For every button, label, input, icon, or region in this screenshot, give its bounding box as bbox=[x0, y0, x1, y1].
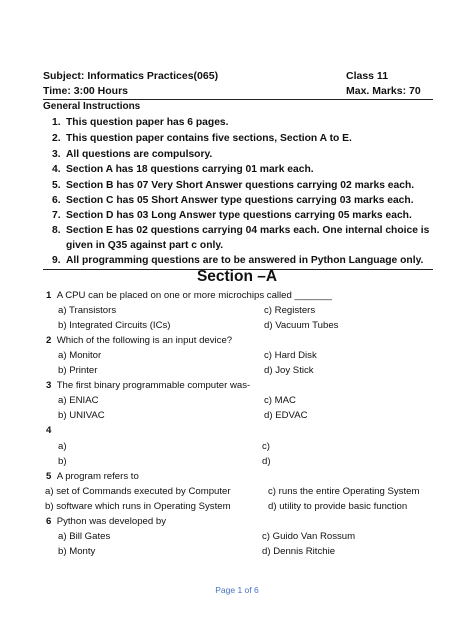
general-instructions-title: General Instructions bbox=[43, 101, 141, 112]
instruction-item: 5. Section B has 07 Very Short Answer questions carrying 02 marks each. bbox=[52, 180, 415, 191]
q5-option-c: c) runs the entire Operating System bbox=[268, 486, 420, 497]
q1-option-c: c) Registers bbox=[264, 305, 316, 316]
q6-option-b: b) Monty bbox=[58, 546, 96, 557]
q4-option-a: a) bbox=[58, 441, 67, 452]
time-label: Time: 3:00 Hours bbox=[43, 85, 128, 97]
instruction-item: 1. This question paper has 6 pages. bbox=[52, 117, 229, 128]
q4-option-c: c) bbox=[262, 441, 270, 452]
instruction-item: 8. Section E has 02 questions carrying 04 marks each. One internal choice is bbox=[52, 225, 430, 236]
q1-option-d: d) Vacuum Tubes bbox=[264, 320, 339, 331]
question-2: 2 Which of the following is an input device? bbox=[46, 335, 233, 346]
q6-option-d: d) Dennis Ritchie bbox=[262, 546, 336, 557]
instruction-item: 6. Section C has 05 Short Answer type questions carrying 03 marks each. bbox=[52, 195, 414, 206]
question-6: 6 Python was developed by bbox=[46, 516, 167, 527]
class-label: Class 11 bbox=[346, 70, 389, 82]
q6-option-c: c) Guido Van Rossum bbox=[262, 531, 356, 542]
max-marks-label: Max. Marks: 70 bbox=[346, 85, 421, 97]
subject-label: Subject: Informatics Practices(065) bbox=[43, 70, 219, 82]
instruction-item: 7. Section D has 03 Long Answer type questions carrying 05 marks each. bbox=[52, 210, 412, 221]
q2-option-b: b) Printer bbox=[58, 365, 98, 376]
instruction-item-continued: given in Q35 against part c only. bbox=[66, 240, 224, 251]
q1-option-b: b) Integrated Circuits (ICs) bbox=[58, 320, 171, 331]
page-number: Page 1 of 6 bbox=[215, 585, 259, 595]
question-4: 4 bbox=[46, 425, 52, 436]
question-3: 3 The first binary programmable computer was- bbox=[46, 380, 251, 391]
q2-option-c: c) Hard Disk bbox=[264, 350, 317, 361]
q1-option-a: a) Transistors bbox=[58, 305, 117, 316]
q2-option-d: d) Joy Stick bbox=[264, 365, 314, 376]
section-a-title: Section –A bbox=[196, 268, 278, 285]
q3-option-c: c) MAC bbox=[264, 395, 296, 406]
q3-option-a: a) ENIAC bbox=[58, 395, 99, 406]
q6-option-a: a) Bill Gates bbox=[58, 531, 111, 542]
instruction-item: 2. This question paper contains five sections, Section A to E. bbox=[52, 133, 352, 144]
q5-option-d: d) utility to provide basic function bbox=[268, 501, 408, 512]
instruction-item: 4. Section A has 18 questions carrying 01 mark each. bbox=[52, 164, 314, 175]
instruction-item: 9. All programming questions are to be answered in Python Language only. bbox=[52, 255, 424, 266]
q2-option-a: a) Monitor bbox=[58, 350, 102, 361]
question-1: 1 A CPU can be placed on one or more microchips called _______ bbox=[46, 290, 332, 301]
q5-option-b: b) software which runs in Operating System bbox=[45, 501, 231, 512]
q4-option-b: b) bbox=[58, 456, 67, 467]
instruction-item: 3. All questions are compulsory. bbox=[52, 149, 213, 160]
header-divider bbox=[43, 99, 433, 100]
q5-option-a: a) set of Commands executed by Computer bbox=[45, 486, 231, 497]
q4-option-d: d) bbox=[262, 456, 271, 467]
q3-option-b: b) UNIVAC bbox=[58, 410, 105, 421]
question-5: 5 A program refers to bbox=[46, 471, 139, 482]
q3-option-d: d) EDVAC bbox=[264, 410, 308, 421]
